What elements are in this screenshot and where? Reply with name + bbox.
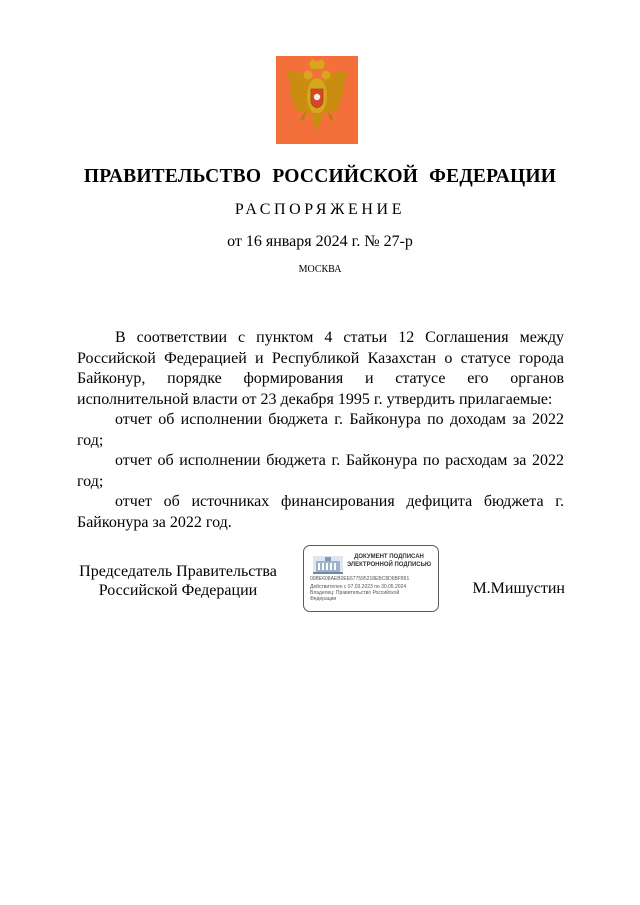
signatory-position-line: Российской Федерации bbox=[98, 582, 258, 599]
document-body bbox=[77, 328, 564, 533]
signatory-position-line: Председатель Правительства bbox=[79, 563, 277, 580]
issuing-authority-title: ПРАВИТЕЛЬСТВО РОССИЙСКОЙ ФЕДЕРАЦИИ bbox=[83, 166, 557, 187]
stamp-owner: Федерации bbox=[310, 596, 337, 602]
body-paragraph: В соответствии с пунктом 4 статьи 12 Соглашения между Российской Федерацией и Республикой Казахстан о статусе города Байконур, порядке формирования и статусе его органов исполнительной власти от 23 декабря 1995 г. утвердить прилагаемые: bbox=[77, 329, 564, 408]
coat-of-arms-emblem bbox=[276, 56, 358, 144]
stamp-heading-line: ЭЛЕКТРОННОЙ ПОДПИСЬЮ bbox=[346, 562, 432, 568]
document-type: РАСПОРЯЖЕНИЕ bbox=[234, 201, 406, 218]
document-city: МОСКВА bbox=[298, 264, 342, 275]
stamp-heading bbox=[342, 553, 436, 569]
signatory-position bbox=[78, 562, 278, 600]
electronic-signature-stamp bbox=[303, 545, 439, 612]
signatory-name: М.Мишустин bbox=[472, 580, 565, 597]
stamp-heading-line: ДОКУМЕНТ ПОДПИСАН bbox=[354, 554, 424, 560]
government-building-icon bbox=[312, 553, 344, 575]
document-date-number: от 16 января 2024 г. № 27-р bbox=[227, 233, 413, 250]
stamp-validity: Действителен с 07.03.2023 по 30.05.2024 bbox=[310, 584, 407, 590]
body-paragraph: отчет об исполнении бюджета г. Байконура по доходам за 2022 год; bbox=[77, 411, 564, 449]
body-paragraph: отчет об источниках финансирования дефицита бюджета г. Байконура за 2022 год. bbox=[77, 493, 564, 531]
stamp-certificate-serial: 00BE608AEB0EE677595218EBC8D6BF891 bbox=[310, 576, 410, 582]
body-paragraph: отчет об исполнении бюджета г. Байконура по расходам за 2022 год; bbox=[77, 452, 564, 490]
stamp-owner: Владелец: Правительство Российской bbox=[310, 590, 400, 596]
